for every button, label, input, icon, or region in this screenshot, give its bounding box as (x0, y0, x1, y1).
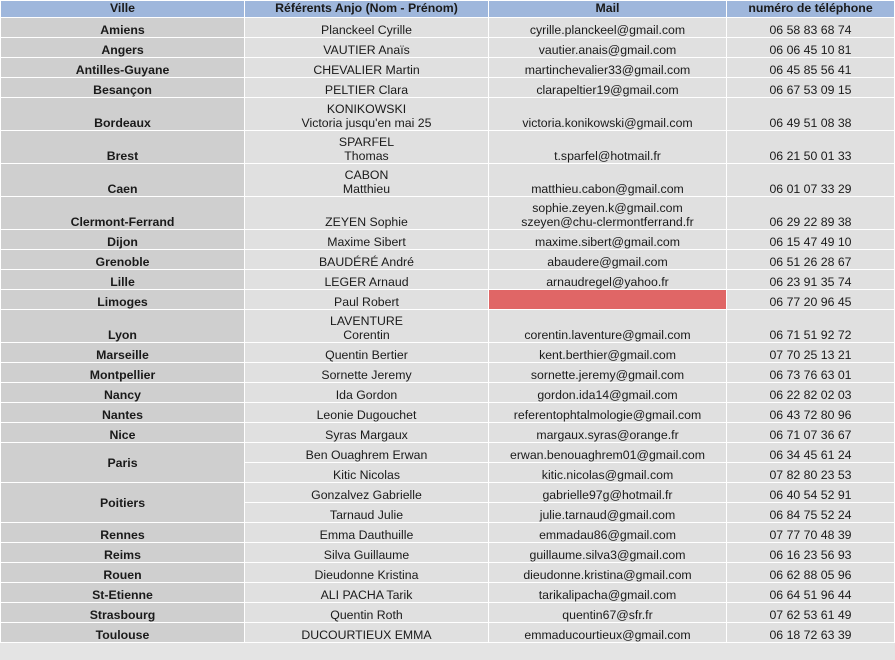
referent-cell[interactable]: Sornette Jeremy (245, 363, 489, 383)
city-cell[interactable]: Nancy (1, 383, 245, 403)
mail-cell[interactable]: dieudonne.kristina@gmail.com (489, 563, 727, 583)
phone-cell[interactable]: 06 73 76 63 01 (727, 363, 895, 383)
referent-cell[interactable]: LEGER Arnaud (245, 270, 489, 290)
mail-cell[interactable]: arnaudregel@yahoo.fr (489, 270, 727, 290)
referent-cell[interactable]: ZEYEN Sophie (245, 197, 489, 230)
referent-cell[interactable] (245, 164, 489, 197)
referent-cell[interactable]: Tarnaud Julie (245, 503, 489, 523)
phone-cell[interactable]: 06 21 50 01 33 (727, 131, 895, 164)
mail-cell[interactable]: tarikalipacha@gmail.com (489, 583, 727, 603)
header-mail[interactable]: Mail (489, 1, 727, 18)
table-row (1, 623, 895, 643)
referent-cell[interactable]: Leonie Dugouchet (245, 403, 489, 423)
referent-cell[interactable]: Ben Ouaghrem Erwan (245, 443, 489, 463)
mail-cell[interactable]: maxime.sibert@gmail.com (489, 230, 727, 250)
city-cell[interactable]: Limoges (1, 290, 245, 310)
table-row (1, 78, 895, 98)
mail-cell[interactable]: quentin67@sfr.fr (489, 603, 727, 623)
phone-cell[interactable]: 06 23 91 35 74 (727, 270, 895, 290)
phone-cell[interactable]: 07 62 53 61 49 (727, 603, 895, 623)
city-cell[interactable]: Rouen (1, 563, 245, 583)
table-row (1, 230, 895, 250)
referent-cell-line-1: LAVENTURE (330, 314, 403, 328)
mail-cell[interactable]: sornette.jeremy@gmail.com (489, 363, 727, 383)
city-cell[interactable]: Paris (1, 443, 245, 483)
table-row (1, 603, 895, 623)
phone-cell[interactable]: 06 58 83 68 74 (727, 18, 895, 38)
phone-cell[interactable]: 06 71 07 36 67 (727, 423, 895, 443)
referent-cell[interactable] (245, 98, 489, 131)
phone-cell[interactable]: 07 77 70 48 39 (727, 523, 895, 543)
city-cell[interactable]: Grenoble (1, 250, 245, 270)
header-referent[interactable]: Référents Anjo (Nom - Prénom) (245, 1, 489, 18)
phone-cell[interactable]: 06 34 45 61 24 (727, 443, 895, 463)
phone-cell[interactable]: 06 64 51 96 44 (727, 583, 895, 603)
referent-cell[interactable]: Gonzalvez Gabrielle (245, 483, 489, 503)
table-row (1, 250, 895, 270)
phone-cell[interactable]: 06 15 47 49 10 (727, 230, 895, 250)
table-row (1, 543, 895, 563)
phone-cell[interactable]: 06 62 88 05 96 (727, 563, 895, 583)
table-row (1, 164, 895, 197)
table-row (1, 38, 895, 58)
referent-cell[interactable]: Maxime Sibert (245, 230, 489, 250)
city-cell[interactable]: Marseille (1, 343, 245, 363)
phone-cell[interactable]: 06 51 26 28 67 (727, 250, 895, 270)
mail-cell-line-1: sophie.zeyen.k@gmail.com (532, 201, 683, 215)
mail-cell[interactable]: t.sparfel@hotmail.fr (489, 131, 727, 164)
phone-cell[interactable]: 06 40 54 52 91 (727, 483, 895, 503)
phone-cell[interactable]: 06 06 45 10 81 (727, 38, 895, 58)
referent-cell[interactable] (245, 131, 489, 164)
referent-cell[interactable]: BAUDÉRÉ André (245, 250, 489, 270)
header-phone[interactable]: numéro de téléphone (727, 1, 895, 18)
phone-cell[interactable]: 06 45 85 56 41 (727, 58, 895, 78)
phone-cell[interactable]: 06 16 23 56 93 (727, 543, 895, 563)
phone-cell[interactable]: 06 29 22 89 38 (727, 197, 895, 230)
city-cell[interactable]: Brest (1, 131, 245, 164)
city-cell[interactable]: Toulouse (1, 623, 245, 643)
referent-cell-line-1: SPARFEL (338, 135, 395, 149)
table-row (1, 563, 895, 583)
mail-cell[interactable]: guillaume.silva3@gmail.com (489, 543, 727, 563)
phone-cell[interactable]: 06 18 72 63 39 (727, 623, 895, 643)
city-cell[interactable]: Nantes (1, 403, 245, 423)
city-cell[interactable]: Poitiers (1, 483, 245, 523)
table-row (1, 197, 895, 230)
phone-cell[interactable]: 07 70 25 13 21 (727, 343, 895, 363)
table-row (1, 290, 895, 310)
mail-cell[interactable]: matthieu.cabon@gmail.com (489, 164, 727, 197)
phone-cell[interactable]: 06 01 07 33 29 (727, 164, 895, 197)
phone-cell[interactable]: 06 49 51 08 38 (727, 98, 895, 131)
city-cell[interactable]: St-Etienne (1, 583, 245, 603)
city-cell[interactable]: Antilles-Guyane (1, 58, 245, 78)
referent-cell[interactable]: Quentin Bertier (245, 343, 489, 363)
city-cell[interactable]: Montpellier (1, 363, 245, 383)
referent-cell-line-1: KONIKOWSKI (326, 102, 407, 116)
city-cell[interactable]: Reims (1, 543, 245, 563)
table-row (1, 583, 895, 603)
table-row (1, 403, 895, 423)
mail-cell[interactable]: corentin.laventure@gmail.com (489, 310, 727, 343)
table-row (1, 423, 895, 443)
referent-cell[interactable]: ALI PACHA Tarik (245, 583, 489, 603)
referent-cell[interactable]: Emma Dauthuille (245, 523, 489, 543)
mail-cell[interactable] (489, 197, 727, 230)
referent-cell[interactable]: Syras Margaux (245, 423, 489, 443)
table-row (1, 310, 895, 343)
referent-cell[interactable]: PELTIER Clara (245, 78, 489, 98)
city-cell[interactable]: Lyon (1, 310, 245, 343)
city-cell[interactable]: Amiens (1, 18, 245, 38)
mail-cell[interactable]: kent.berthier@gmail.com (489, 343, 727, 363)
referent-cell-line-2: Matthieu (342, 182, 391, 196)
city-cell[interactable]: Lille (1, 270, 245, 290)
mail-cell[interactable]: erwan.benouaghrem01@gmail.com (489, 443, 727, 463)
header-city[interactable]: Ville (1, 1, 245, 18)
referent-cell[interactable]: DUCOURTIEUX EMMA (245, 623, 489, 643)
mail-cell[interactable]: referentophtalmologie@gmail.com (489, 403, 727, 423)
city-cell[interactable]: Bordeaux (1, 98, 245, 131)
mail-cell[interactable]: victoria.konikowski@gmail.com (489, 98, 727, 131)
phone-cell[interactable]: 06 43 72 80 96 (727, 403, 895, 423)
table-row (1, 363, 895, 383)
phone-cell[interactable]: 06 84 75 52 24 (727, 503, 895, 523)
table-row (1, 131, 895, 164)
mail-cell[interactable]: margaux.syras@orange.fr (489, 423, 727, 443)
mail-cell[interactable]: clarapeltier19@gmail.com (489, 78, 727, 98)
table-row (1, 523, 895, 543)
referent-cell[interactable]: Dieudonne Kristina (245, 563, 489, 583)
table-row (1, 483, 895, 503)
table-row (1, 98, 895, 131)
city-cell[interactable]: Caen (1, 164, 245, 197)
referent-cell-line-2: Victoria jusqu'en mai 25 (301, 116, 432, 130)
table-row (1, 343, 895, 363)
referent-cell[interactable] (245, 310, 489, 343)
mail-cell[interactable]: emmadau86@gmail.com (489, 523, 727, 543)
mail-cell[interactable]: cyrille.planckeel@gmail.com (489, 18, 727, 38)
table-row (1, 18, 895, 38)
referent-cell[interactable]: Silva Guillaume (245, 543, 489, 563)
mail-cell[interactable]: emmaducourtieux@gmail.com (489, 623, 727, 643)
referent-cell[interactable]: Quentin Roth (245, 603, 489, 623)
header-row (1, 1, 895, 18)
table-row (1, 383, 895, 403)
referent-cell-line-2: Corentin (343, 328, 390, 342)
referent-cell[interactable]: Kitic Nicolas (245, 463, 489, 483)
mail-cell[interactable]: gordon.ida14@gmail.com (489, 383, 727, 403)
referent-cell[interactable]: Ida Gordon (245, 383, 489, 403)
mail-cell[interactable]: abaudere@gmail.com (489, 250, 727, 270)
referent-cell[interactable]: VAUTIER Anaïs (245, 38, 489, 58)
city-cell[interactable]: Besançon (1, 78, 245, 98)
phone-cell[interactable]: 07 82 80 23 53 (727, 463, 895, 483)
table-row (1, 58, 895, 78)
phone-cell[interactable]: 06 22 82 02 03 (727, 383, 895, 403)
mail-cell[interactable]: martinchevalier33@gmail.com (489, 58, 727, 78)
city-cell[interactable]: Strasbourg (1, 603, 245, 623)
city-cell[interactable]: Nice (1, 423, 245, 443)
city-cell[interactable]: Angers (1, 38, 245, 58)
referent-cell-line-2: Thomas (344, 149, 389, 163)
referent-cell-line-1: CABON (344, 168, 389, 182)
mail-cell[interactable]: gabrielle97g@hotmail.fr (489, 483, 727, 503)
city-cell[interactable]: Clermont-Ferrand (1, 197, 245, 230)
table-row (1, 270, 895, 290)
mail-cell-line-2: szeyen@chu-clermontferrand.fr (521, 215, 694, 229)
city-cell[interactable]: Dijon (1, 230, 245, 250)
table-body (1, 18, 895, 643)
referent-cell[interactable]: Paul Robert (245, 290, 489, 310)
phone-cell[interactable]: 06 67 53 09 15 (727, 78, 895, 98)
table-row (1, 443, 895, 463)
mail-cell[interactable]: julie.tarnaud@gmail.com (489, 503, 727, 523)
missing-mail-cell[interactable] (489, 290, 727, 310)
mail-cell[interactable]: vautier.anais@gmail.com (489, 38, 727, 58)
city-cell[interactable]: Rennes (1, 523, 245, 543)
referent-cell[interactable]: Planckeel Cyrille (245, 18, 489, 38)
phone-cell[interactable]: 06 71 51 92 72 (727, 310, 895, 343)
phone-cell[interactable]: 06 77 20 96 45 (727, 290, 895, 310)
referent-cell[interactable]: CHEVALIER Martin (245, 58, 489, 78)
mail-cell[interactable]: kitic.nicolas@gmail.com (489, 463, 727, 483)
